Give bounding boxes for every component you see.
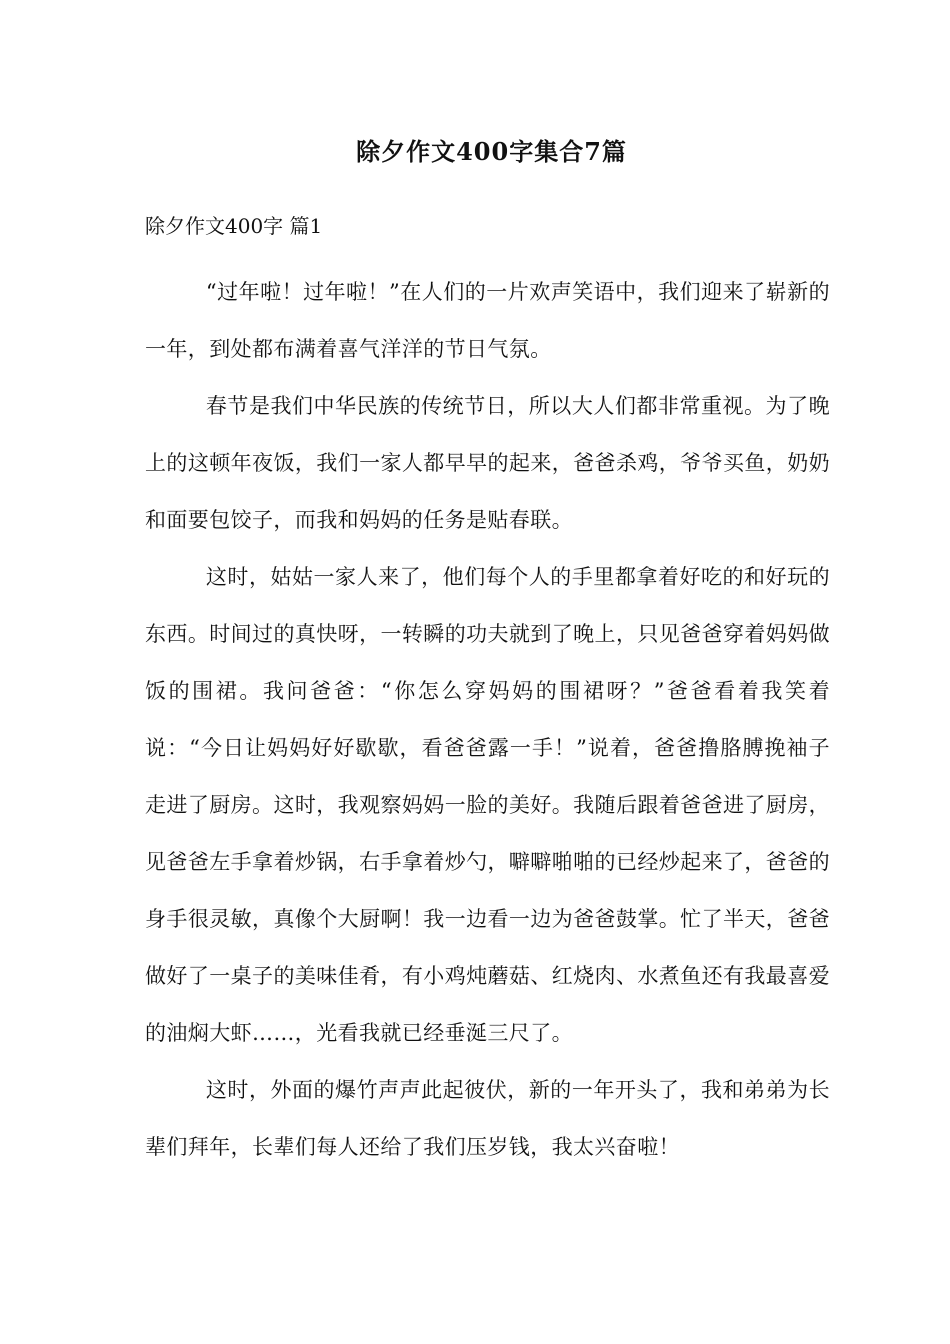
paragraph-1: “过年啦！过年啦！”在人们的一片欢声笑语中，我们迎来了崭新的一年，到处都布满着喜气洋洋的节日气氛。 [145,280,830,361]
document-title: 除夕作文400字集合7篇 [356,137,627,166]
article-body [145,264,830,1176]
paragraph-3: 这时，姑姑一家人来了，他们每个人的手里都拿着好吃的和好玩的东西。时间过的真快呀，一转瞬的功夫就到了晚上，只见爸爸穿着妈妈做饭的围裙。我问爸爸：“你怎么穿妈妈的围裙呀？”爸爸看着我笑着说：“今日让妈妈好好歇歇，看爸爸露一手！”说着，爸爸撸胳膊挽袖子走进了厨房。这时，我观察妈妈一脸的美好。我随后跟着爸爸进了厨房，见爸爸左手拿着炒锅，右手拿着炒勺，噼噼啪啪的已经炒起来了，爸爸的身手很灵敏，真像个大厨啊！我一边看一边为爸爸鼓掌。忙了半天，爸爸做好了一桌子的美味佳肴，有小鸡炖蘑菇、红烧肉、水煮鱼还有我最喜爱的油焖大虾……，光看我就已经垂涎三尺了。 [145,565,830,1045]
section-heading: 除夕作文400字 篇1 [145,214,323,238]
paragraph-2: 春节是我们中华民族的传统节日，所以大人们都非常重视。为了晚上的这顿年夜饭，我们一家人都早早的起来，爸爸杀鸡，爷爷买鱼，奶奶和面要包饺子，而我和妈妈的任务是贴春联。 [145,394,830,532]
paragraph-4: 这时，外面的爆竹声声此起彼伏，新的一年开头了，我和弟弟为长辈们拜年，长辈们每人还给了我们压岁钱，我太兴奋啦！ [145,1078,830,1159]
